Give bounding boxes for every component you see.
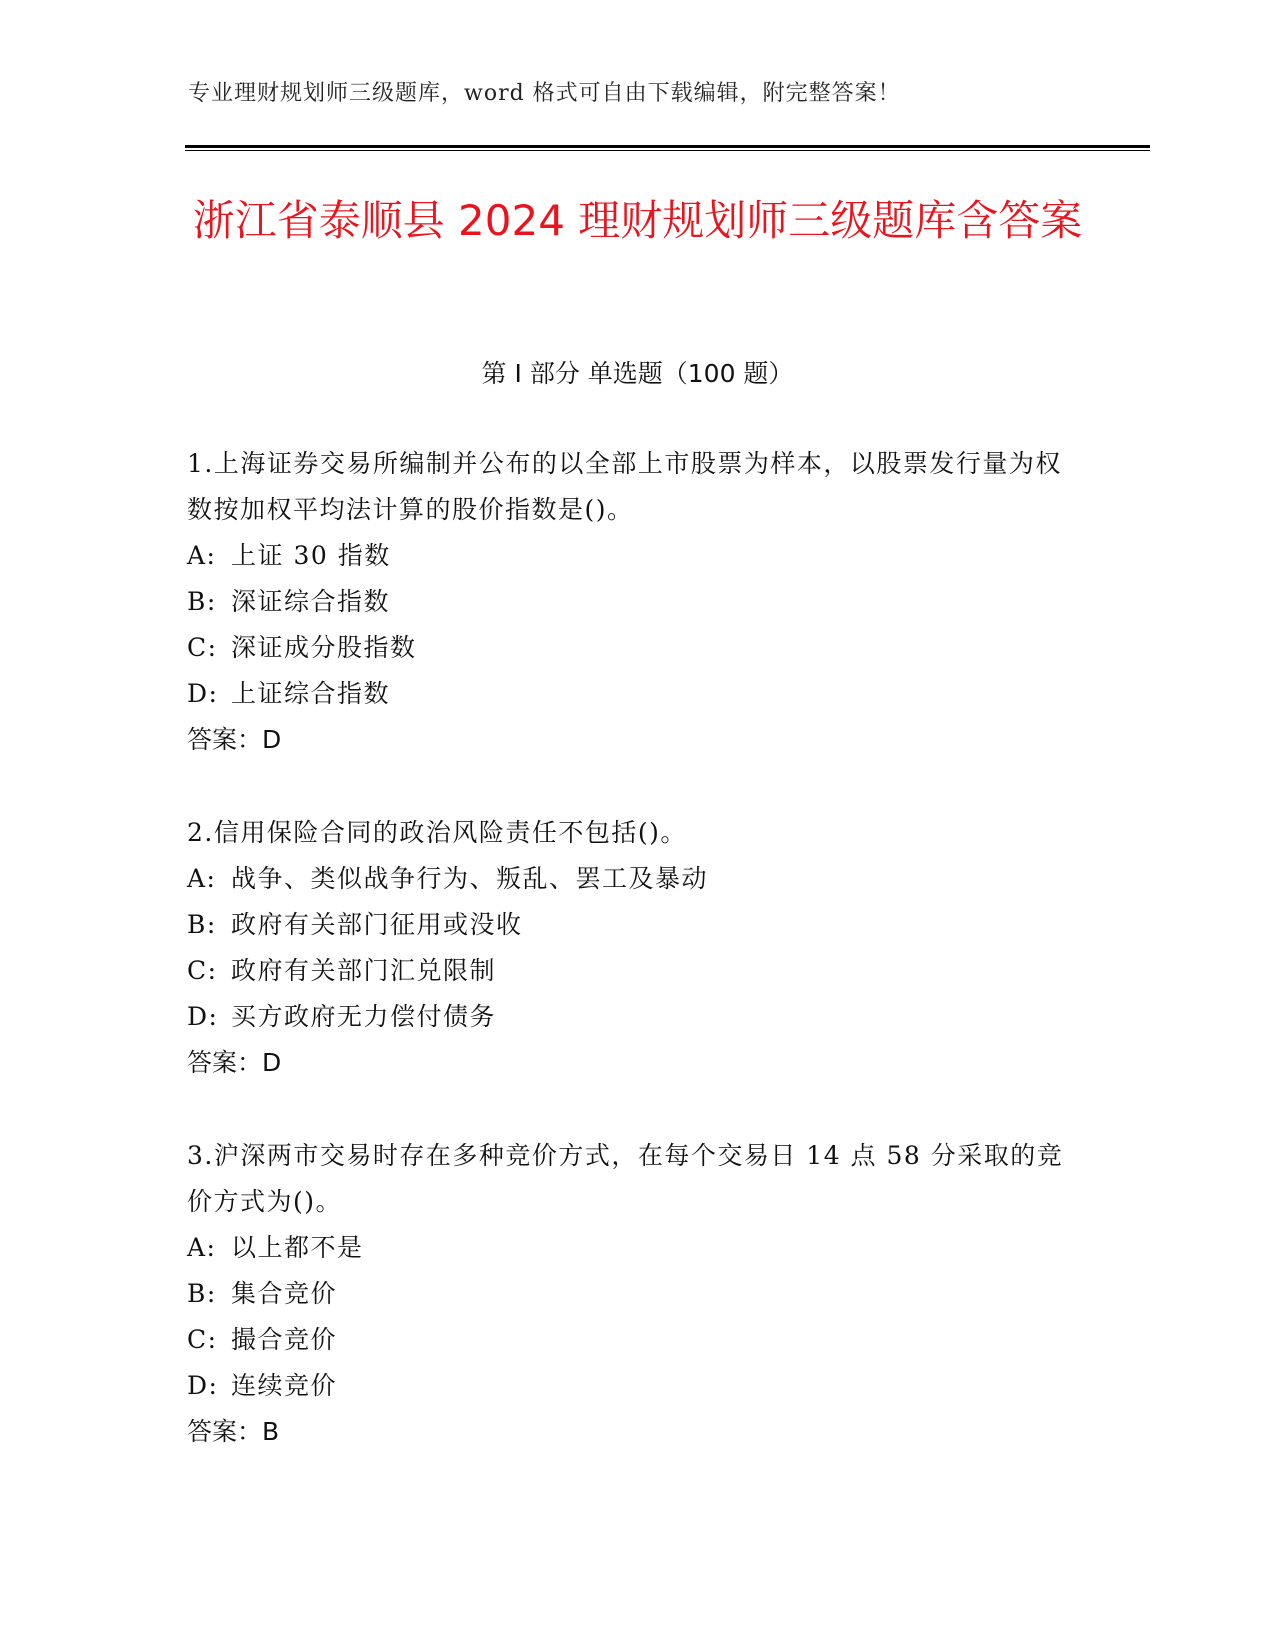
option-b	[187, 1271, 1067, 1317]
option-key: D:	[187, 1002, 219, 1031]
answer-line: 答案：D	[187, 725, 282, 754]
option-key: C:	[187, 633, 218, 662]
option-text: 集合竞价	[231, 1279, 338, 1308]
document-title: 浙江省泰顺县 2024 理财规划师三级题库含答案	[192, 196, 1083, 245]
question-3	[187, 1133, 1067, 1455]
option-key: A:	[187, 541, 217, 570]
question-stem: 2.信用保险合同的政治风险责任不包括()。	[187, 818, 687, 847]
header-divider-thick	[185, 145, 1150, 148]
option-a	[187, 533, 1067, 579]
option-text: 以上都不是	[231, 1233, 364, 1262]
option-text: 撮合竞价	[231, 1325, 338, 1354]
option-key: B:	[187, 587, 217, 616]
answer-line: 答案：D	[187, 1048, 282, 1077]
option-text: 政府有关部门征用或没收	[231, 910, 523, 939]
option-c	[187, 948, 1067, 994]
option-a	[187, 856, 1067, 902]
option-text: 深证成分股指数	[231, 633, 417, 662]
option-b	[187, 579, 1067, 625]
question-list	[187, 441, 1067, 1455]
option-key: B:	[187, 1279, 217, 1308]
header-divider-thin	[185, 150, 1150, 151]
option-key: C:	[187, 1325, 218, 1354]
answer-line: 答案：B	[187, 1417, 280, 1446]
section-heading: 第 I 部分 单选题（100 题）	[481, 359, 794, 388]
option-text: 政府有关部门汇兑限制	[231, 956, 497, 985]
option-key: A:	[187, 864, 217, 893]
option-d	[187, 994, 1067, 1040]
option-key: A:	[187, 1233, 217, 1262]
option-text: 战争、类似战争行为、叛乱、罢工及暴动	[231, 864, 709, 893]
question-1	[187, 441, 1067, 763]
option-key: C:	[187, 956, 218, 985]
question-stem: 1.上海证券交易所编制并公布的以全部上市股票为样本，以股票发行量为权数按加权平均法计算的股价指数是()。	[187, 449, 1062, 524]
option-text: 深证综合指数	[231, 587, 391, 616]
option-text: 连续竞价	[231, 1371, 338, 1400]
option-d	[187, 1363, 1067, 1409]
option-key: B:	[187, 910, 217, 939]
option-text: 上证综合指数	[231, 679, 391, 708]
option-d	[187, 671, 1067, 717]
option-key: D:	[187, 679, 219, 708]
option-text: 买方政府无力偿付债务	[231, 1002, 497, 1031]
option-c	[187, 625, 1067, 671]
question-2	[187, 810, 1067, 1086]
option-c	[187, 1317, 1067, 1363]
option-a	[187, 1225, 1067, 1271]
option-text: 上证 30 指数	[231, 541, 391, 570]
option-key: D:	[187, 1371, 219, 1400]
question-stem: 3.沪深两市交易时存在多种竞价方式，在每个交易日 14 点 58 分采取的竞价方式为()。	[187, 1141, 1064, 1216]
option-b	[187, 902, 1067, 948]
header-note: 专业理财规划师三级题库，word 格式可自由下载编辑，附完整答案！	[188, 81, 901, 106]
